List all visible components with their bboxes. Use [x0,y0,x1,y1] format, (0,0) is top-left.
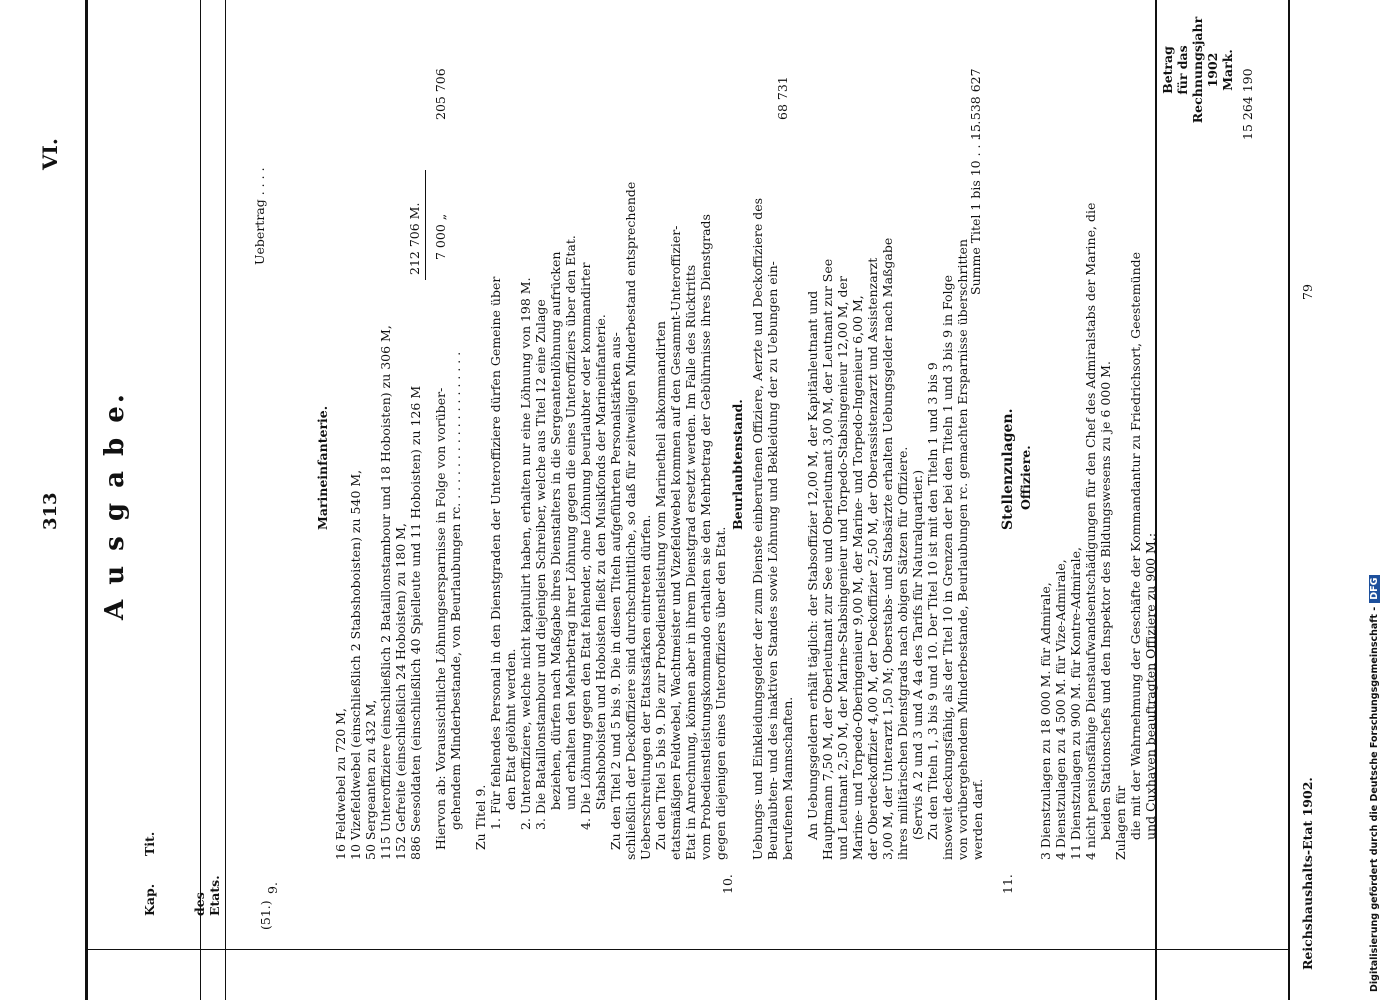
t11-line-5: beiden Stationschefs und den Inspektor des Bildungswesens zu je 6 000 M. [1098,361,1113,840]
t9-line-10: 1. Für fehlendes Personal in den Dienstgraden der Unteroffiziere dürfen Gemeine über [488,276,503,830]
t11-line-6: Zulagen für [1113,785,1128,860]
t9-line-1: 16 Feldwebel zu 720 M, [333,708,348,860]
t10-line-2: Beurlaubten- und des inaktiven Standes sowie Löhnung und Bekleidung der zu Uebungen ein- [765,261,780,860]
t9-line-6: 886 Seesoldaten (einschließlich 40 Spielleute und 11 Hoboisten) zu 126 M [408,385,423,860]
t9-line-18: Zu den Titel 2 und 5 bis 9. Die in diesen Titeln aufgeführten Personalstärken aus- [608,332,623,850]
betrag-line-5: Mark. [1220,49,1235,91]
col-tit: Tit. [142,831,157,856]
titel-9-number: 9. [265,882,280,894]
titel-11-block [1000,0,1160,1000]
t9-line-14: beziehen, dürfen nach Maßgabe ihres Dienstalters in die Sergeantenlöhnung aufrücken [548,251,563,810]
t10-line-9: 3,00 M, der Unterarzt 1,50 M; Oberstabs- und Stabsärzte erhalten Uebungsgelder nach Maßgabe [880,237,895,860]
t9-line-12: 2. Unteroffiziere, welche nicht kapitulirt haben, erhalten nur eine Löhnung von 198 M. [518,277,533,830]
t9-line-9: Zu Titel 9. [473,784,488,850]
betrag-line-1: Betrag [1160,46,1175,94]
t10-line-4: An Uebungsgeldern erhält täglich: der Stabsoffizier 12,00 M, der Kapitänleutnant und [805,290,820,840]
titel-9-block [255,0,728,1000]
t10-line-8: der Oberdeckoffizier 4,00 M, der Deckoffizier 2,50 M, der Oberassistenzarzt und Assistenzarzt [865,257,880,860]
t10-line-12: Zu den Titeln 1, 3 bis 9 und 10. Der Titel 10 ist mit den Titeln 1 und 3 bis 9 [925,362,940,840]
rule-bottom [1288,0,1290,1000]
t9-line-15: und erhalten den Mehrbetrag ihrer Löhnung gegen die eines Unteroffiziers über den Etat. [563,235,578,810]
t9-line-23: Etat in Anrechnung, können aber in ihrem Dienstgrad ersetzt werden. Im Falle des Rücktritts [683,264,698,860]
t9-amount: 205 706 [433,68,448,120]
titel-10-number: 10. [720,874,735,894]
kap-value: (51.) [258,900,273,930]
t9-line-16: 4. Die Löhnung gegen den Etat fehlender, ohne Löhnung beurlaubter oder kommandirter [578,262,593,830]
t9-line-11: den Etat gelöhnt werden. [503,648,518,810]
t11-line-8: und Cuxhaven beauftragten Offiziere zu 900 M.; [1143,532,1158,840]
betrag-line-3: Rechnungsjahr [1190,16,1205,124]
titel-11-number: 11. [1000,874,1015,894]
t9-line-20: Ueberschreitungen der Etatsstärken eintreten dürfen. [638,514,653,860]
t9-line-25: gegen diejenigen eines Unteroffiziers über den Etat. [713,526,728,860]
t10-line-1: Uebungs- und Einkleidungsgelder der zum Dienste einberufenen Offiziere, Aerzte und Deckoffiziere des [750,197,765,860]
t11-line-4: 4 nicht pensionsfähige Dienstaufwandsentschädigungen für den Chef des Admiralstabs der Marine, die [1083,202,1098,860]
titel-11-subheading: Offiziere. [1018,445,1033,510]
betrag-line-2: für das [1175,45,1190,95]
titel-10-block [720,0,1020,1000]
dfg-badge: DFG [1369,575,1380,603]
t11-line-7: die mit der Wahrnehmung der Geschäfte der Kommandantur zu Friedrichsort, Geestemünde [1128,251,1143,840]
t9-subamount-rule [425,170,426,280]
t10-line-5: Hauptmann 7,50 M, der Oberleutnant zur See und Oberleutnant 3,00 M, der Leutnant zur See [820,258,835,860]
t9-subamount-1: 212 706 M. [407,202,422,275]
t9-line-24: vom Probedienstleistungskommando erhalten sie den Mehrbetrag der Gebührnisse ihres Dienstgrads [698,214,713,860]
col-des-etats: des Etats. [192,875,222,916]
summe-label: Summe Titel 1 bis 10 . . . . . [968,120,983,295]
t9-line-4: 115 Unteroffiziere (einschließlich 2 Bataillonstambour und 18 Hoboisten) zu 306 M, [378,325,393,860]
rule-head-b [225,0,226,1000]
titel-9-heading: Marineinfanterie. [315,405,330,530]
t9-line-5: 152 Gefreite (einschließlich 24 Hoboisten) zu 180 M, [393,523,408,860]
t10-line-6: und Leutnant 2,50 M, der Marine-Stabsingenieur und Torpedo-Stabsingenieur 12,00 M, der [835,276,850,860]
t11-line-1: 3 Dienstzulagen zu 18 000 M. für Admirale, [1038,582,1053,860]
t10-line-11: (Servis A 2 und 3 und A 4a des Tarifs für Naturalquartier.) [910,469,925,840]
t9-subamount-2: 7 000 „ [433,213,448,260]
t9-line-22: etatsmäßigen Feldwebel, Wachtmeister und Vizefeldwebel kommen auf den Gesammt-Unteroffizier- [668,225,683,860]
t10-line-14: von vorübergehendem Minderbestande, Beurlaubungen rc. gemachten Ersparnisse überschritten [955,239,970,860]
t11-line-2: 4 Dienstzulagen zu 4 500 M. für Vize-Admirale, [1053,559,1068,860]
t9-line-2: 10 Vizefeldwebel (einschließlich 2 Stabshoboisten) zu 540 M, [348,469,363,860]
uebertrag-amount: 15 264 190 [1240,68,1255,140]
t10-line-13: insoweit deckungsfähig, als der Titel 10 in Grenzen der bei den Titeln 1 und 3 bis 9 in Folge [940,275,955,860]
t9-line-13: 3. Die Bataillonstambour und diejenigen Schreiber, welche aus Titel 12 eine Zulage [533,299,548,830]
t10-line-15: werden darf. [970,778,985,860]
rule-head-a [200,0,201,1000]
t9-line-3: 50 Sergeanten zu 432 M, [363,699,378,860]
t10-line-3: berufenen Mannschaften. [780,696,795,860]
side-note-text: Digitalisierung gefördert durch die Deutsche Forschungsgemeinschaft - [1369,606,1380,992]
col-kap: Kap. [142,883,157,916]
side-note [1369,0,1381,992]
footer-page: 79 [1300,284,1315,300]
section-roman: VI. [38,138,62,170]
t9-line-17: Stabshoboisten und Hoboisten fließt zu den Musikfonds der Marineinfanterie. [593,314,608,810]
rule-top [85,0,88,1000]
main-title: A u s g a b e. [100,391,130,620]
betrag-line-4: 1902 [1205,52,1220,88]
t11-line-3: 11 Dienstzulagen zu 900 M. für Kontre-Admirale, [1068,547,1083,860]
col-betrag [1160,10,1235,130]
t9-line-21: Zu den Titel 5 bis 9. Die zur Probedienstleistung vom Marinetheil abkommandirten [653,321,668,850]
t9-line-8: gehendem Minderbestande, von Beurlaubungen rc. . . . . . . . . . . . . . . . . . . . [448,351,463,830]
t10-line-10: ihres militärischen Dienstgrads nach obigen Sätzen für Offiziere. [895,446,910,860]
summe-amount: 15 538 627 [968,68,983,140]
titel-10-heading: Beurlaubtenstand. [730,399,745,530]
t9-line-19: schließlich der Deckoffiziere sind durchschnittliche, so daß für zeitweiligen Minderbestand entsprechende [623,181,638,860]
page-number: 313 [40,492,61,530]
titel-11-heading: Stellenzulagen. [1000,408,1016,530]
footer-left: Reichshaushalts-Etat 1902. [1300,777,1315,970]
t9-line-7: Hiervon ab: Voraussichtliche Löhnungsersparnisse in Folge von vorüber- [433,387,448,850]
t10-line-7: Marine- und Torpedo-Oberingenieur 9,00 M, der Marine- und Torpedo-Ingenieur 6,00 M, [850,295,865,860]
t10-amount: 68 731 [775,76,790,120]
uebertrag-label: Uebertrag . . . . [252,167,267,265]
